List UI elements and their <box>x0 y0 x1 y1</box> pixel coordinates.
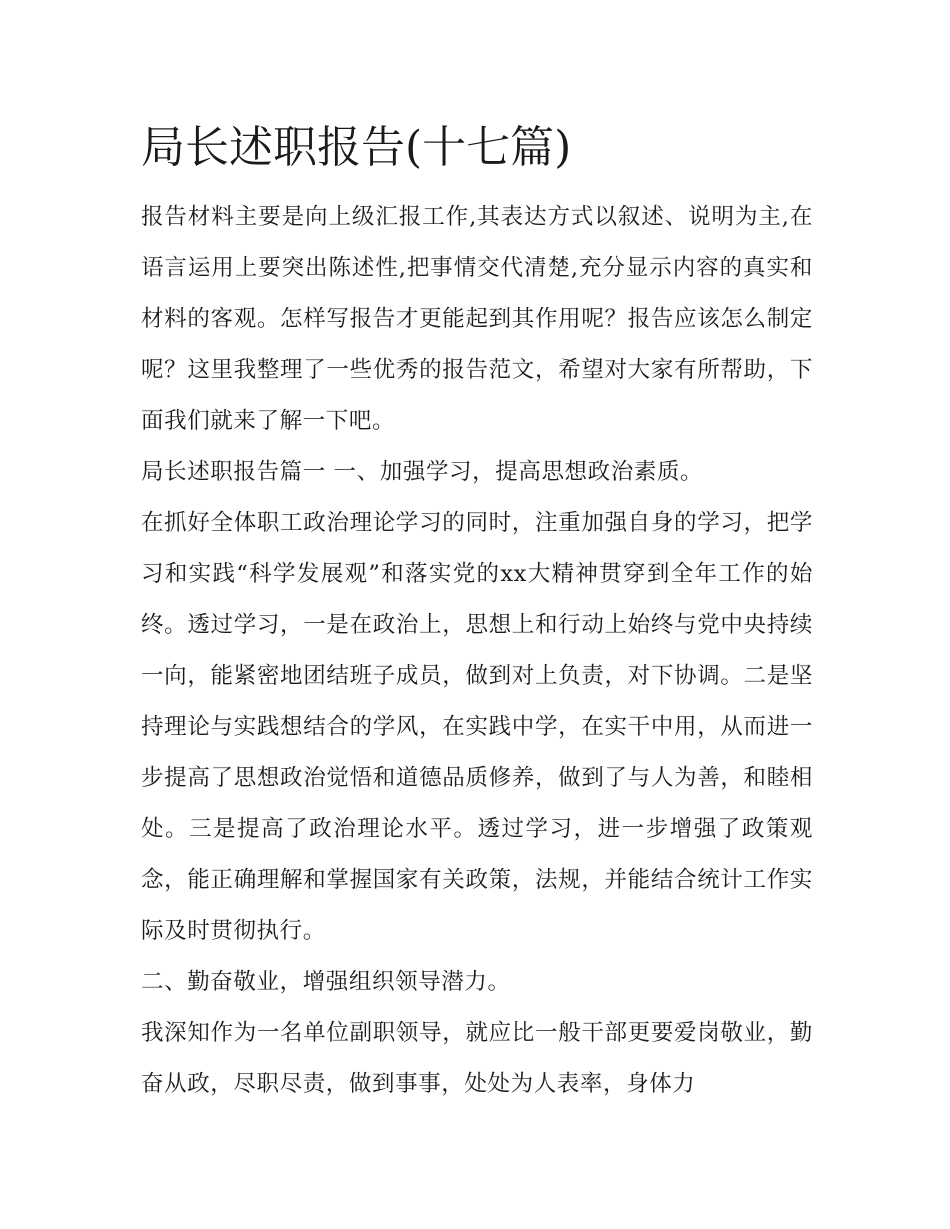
intro-paragraph: 报告材料主要是向上级汇报工作,其表达方式以叙述、说明为主,在语言运用上要突出陈述性,把事情交代清楚,充分显示内容的真实和材料的客观。怎样写报告才更能起到其作用呢？报告应该怎么制定呢？这里我整理了一些优秀的报告范文，希望对大家有所帮助，下面我们就来了解一下吧。 <box>141 204 813 434</box>
body-paragraph: 在抓好全体职工政治理论学习的同时，注重加强自身的学习，把学习和实践“科学发展观”和落实党的xx大精神贯穿到全年工作的始终。透过学习，一是在政治上，思想上和行动上始终与党中央持续一向，能紧密地团结班子成员，做到对上负责，对下协调。二是坚持理论与实践想结合的学风，在实践中学，在实干中用，从而进一步提高了思想政治觉悟和道德品质修养，做到了与人为善，和睦相处。三是提高了政治理论水平。透过学习，进一步增强了政策观念，能正确理解和掌握国家有关政策，法规，并能结合统计工作实际及时贯彻执行。 <box>141 510 813 944</box>
body-paragraph: 我深知作为一名单位副职领导，就应比一般干部更要爱岗敬业，勤奋从政，尽职尽责，做到事事，处处为人表率，身体力 <box>141 1020 813 1097</box>
document-title: 局长述职报告(十七篇) <box>141 122 572 173</box>
document-body <box>141 118 813 1110</box>
section-heading-2: 二、勤奋敬业，增强组织领导潜力。 <box>141 969 511 995</box>
section-heading-1: 局长述职报告篇一 一、加强学习，提高思想政治素质。 <box>141 459 704 485</box>
